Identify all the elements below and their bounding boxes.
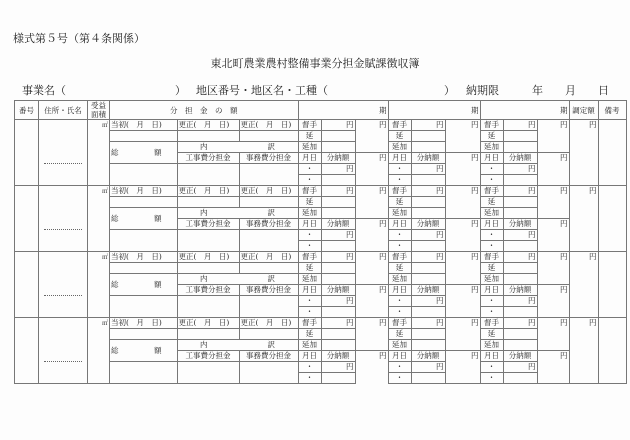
p1-installment-1[interactable]: 円 <box>321 296 355 307</box>
p3-installment-label: 分納額 <box>503 351 537 362</box>
header-assessed: 調定額 <box>569 101 598 120</box>
revised-value-2[interactable] <box>239 263 298 274</box>
p3-reminder-label: 督手 <box>480 318 503 329</box>
p3-date-1[interactable]: ・ <box>480 296 503 307</box>
area-cell[interactable]: ㎡ <box>88 120 110 186</box>
p1-installment-1[interactable]: 円 <box>321 362 355 373</box>
p3-delay-add-value[interactable] <box>503 340 537 351</box>
p2-installment-2[interactable] <box>411 241 445 252</box>
p1-delay-label: 延 <box>298 197 321 208</box>
p3-subtotal[interactable]: 円 <box>537 252 569 285</box>
p2-installment-1[interactable]: 円 <box>411 164 445 175</box>
p3-date-1[interactable]: ・ <box>480 164 503 175</box>
p2-installment-label: 分納額 <box>411 219 445 230</box>
p1-installment-label: 分納額 <box>321 285 355 296</box>
p2-installment-1[interactable]: 円 <box>411 362 445 373</box>
header-remarks: 備考 <box>598 101 626 120</box>
p1-monthday-label: 月日 <box>298 285 321 296</box>
p1-delay-value[interactable] <box>321 197 355 208</box>
p1-delay-value[interactable] <box>321 329 355 340</box>
name-divider <box>44 361 82 362</box>
p3-reminder-value[interactable]: 円 <box>503 120 537 131</box>
p2-delay-label: 延 <box>388 131 411 142</box>
p1-installment-label: 分納額 <box>321 153 355 164</box>
p3-reminder-value[interactable]: 円 <box>503 318 537 329</box>
p3-installment-2[interactable] <box>503 175 537 186</box>
p2-delay-add-label: 延加 <box>388 142 411 153</box>
address-name-cell[interactable] <box>39 186 88 252</box>
p2-reminder-label: 督手 <box>388 252 411 263</box>
initial-date: 当初( 月 日) <box>110 252 178 263</box>
p2-date-2[interactable]: ・ <box>388 307 411 318</box>
p1-delay-label: 延 <box>298 131 321 142</box>
construction-share-value[interactable] <box>177 164 239 186</box>
p2-delay-add-value[interactable] <box>411 274 445 285</box>
p3-monthday-label: 月日 <box>480 153 503 164</box>
p3-date-2[interactable]: ・ <box>480 175 503 186</box>
breakdown-label: 内 訳 <box>177 208 298 219</box>
office-share-value[interactable] <box>239 164 298 186</box>
p3-delay-add-value[interactable] <box>503 208 537 219</box>
p2-installment-label: 分納額 <box>411 153 445 164</box>
p2-subtotal[interactable]: 円 <box>445 318 480 351</box>
p2-installment-total[interactable]: 円 <box>445 219 480 252</box>
revised-date-1: 更正( 月 日) <box>177 318 239 329</box>
assessed-cell[interactable]: 円 <box>569 318 598 384</box>
p3-delay-label: 延 <box>480 197 503 208</box>
p2-installment-total[interactable]: 円 <box>445 285 480 318</box>
area-cell[interactable]: ㎡ <box>88 252 110 318</box>
p2-reminder-label: 督手 <box>388 186 411 197</box>
initial-date: 当初( 月 日) <box>110 318 178 329</box>
p2-delay-value[interactable] <box>411 329 445 340</box>
initial-value[interactable] <box>110 197 178 208</box>
p2-delay-label: 延 <box>388 263 411 274</box>
area-cell[interactable]: ㎡ <box>88 186 110 252</box>
p3-reminder-label: 督手 <box>480 186 503 197</box>
p1-reminder-value[interactable]: 円 <box>321 252 355 263</box>
remarks-cell[interactable] <box>598 318 626 384</box>
p3-delay-add-label: 延加 <box>480 208 503 219</box>
p3-installment-label: 分納額 <box>503 285 537 296</box>
address-name-cell[interactable] <box>39 120 88 186</box>
area-cell[interactable]: ㎡ <box>88 318 110 384</box>
header-share-amount: 分 担 金 の 額 <box>110 101 299 120</box>
header-period-1: 期 <box>298 101 388 120</box>
table-row <box>15 252 627 263</box>
p1-installment-total[interactable]: 円 <box>355 285 388 318</box>
name-divider <box>44 229 82 230</box>
p3-installment-2[interactable] <box>503 307 537 318</box>
p3-date-2[interactable]: ・ <box>480 307 503 318</box>
number-cell[interactable] <box>15 186 39 252</box>
p3-delay-add-value[interactable] <box>503 274 537 285</box>
office-share-value[interactable] <box>239 362 298 384</box>
p3-installment-1[interactable]: 円 <box>503 230 537 241</box>
breakdown-label: 内 訳 <box>177 340 298 351</box>
p2-reminder-value[interactable]: 円 <box>411 252 445 263</box>
p1-installment-label: 分納額 <box>321 351 355 362</box>
p2-installment-1[interactable]: 円 <box>411 230 445 241</box>
p2-installment-2[interactable] <box>411 373 445 384</box>
revised-date-2: 更正( 月 日) <box>239 252 298 263</box>
p3-date-2[interactable]: ・ <box>480 373 503 384</box>
p2-reminder-value[interactable]: 円 <box>411 186 445 197</box>
header-address-name: 住所・氏名 <box>39 101 88 120</box>
deadline-month: 月 <box>565 84 576 97</box>
construction-share-label: 工事費分担金 <box>177 153 239 164</box>
p1-subtotal[interactable]: 円 <box>355 252 388 285</box>
p1-reminder-label: 督手 <box>298 252 321 263</box>
office-share-value[interactable] <box>239 230 298 252</box>
p1-delay-add-label: 延加 <box>298 274 321 285</box>
construction-share-value[interactable] <box>177 230 239 252</box>
remarks-cell[interactable] <box>598 120 626 186</box>
document-title: 東北町農業農村整備事業分担金賦課徴収簿 <box>210 57 420 70</box>
initial-value[interactable] <box>110 329 178 340</box>
p1-delay-label: 延 <box>298 263 321 274</box>
p2-reminder-value[interactable]: 円 <box>411 120 445 131</box>
p3-delay-label: 延 <box>480 329 503 340</box>
p3-date-2[interactable]: ・ <box>480 241 503 252</box>
p1-date-1[interactable]: ・ <box>298 296 321 307</box>
p1-reminder-value[interactable]: 円 <box>321 186 355 197</box>
p1-delay-add-label: 延加 <box>298 340 321 351</box>
p1-reminder-label: 督手 <box>298 120 321 131</box>
total-label: 総 額 <box>110 274 178 296</box>
p2-installment-total[interactable]: 円 <box>445 153 480 186</box>
p3-reminder-label: 督手 <box>480 252 503 263</box>
p3-monthday-label: 月日 <box>480 351 503 362</box>
p1-installment-2[interactable] <box>321 373 355 384</box>
p2-date-2[interactable]: ・ <box>388 373 411 384</box>
p3-date-1[interactable]: ・ <box>480 230 503 241</box>
p1-monthday-label: 月日 <box>298 153 321 164</box>
revised-value-2[interactable] <box>239 197 298 208</box>
p2-installment-label: 分納額 <box>411 285 445 296</box>
assessed-cell[interactable]: 円 <box>569 252 598 318</box>
p2-date-2[interactable]: ・ <box>388 175 411 186</box>
assessed-cell[interactable]: 円 <box>569 120 598 186</box>
p1-installment-total[interactable]: 円 <box>355 351 388 384</box>
p3-reminder-value[interactable]: 円 <box>503 186 537 197</box>
revised-date-1: 更正( 月 日) <box>177 120 239 131</box>
p1-installment-1[interactable]: 円 <box>321 164 355 175</box>
header-period-2: 期 <box>388 101 480 120</box>
p1-installment-label: 分納額 <box>321 219 355 230</box>
number-cell[interactable] <box>15 318 39 384</box>
p3-installment-total[interactable]: 円 <box>537 351 569 384</box>
total-label: 総 額 <box>110 208 178 230</box>
p3-installment-total[interactable]: 円 <box>537 153 569 186</box>
p2-reminder-label: 督手 <box>388 318 411 329</box>
p3-installment-2[interactable] <box>503 373 537 384</box>
p2-installment-2[interactable] <box>411 307 445 318</box>
p1-installment-2[interactable] <box>321 307 355 318</box>
p2-delay-add-value[interactable] <box>411 142 445 153</box>
table-row <box>15 120 627 131</box>
header-row <box>15 101 627 120</box>
p3-delay-add-label: 延加 <box>480 274 503 285</box>
revised-date-2: 更正( 月 日) <box>239 186 298 197</box>
construction-share-value[interactable] <box>177 296 239 318</box>
district-label: 地区番号・地区名・工種（ <box>196 84 328 97</box>
initial-date: 当初( 月 日) <box>110 120 178 131</box>
p1-monthday-label: 月日 <box>298 219 321 230</box>
p3-reminder-label: 督手 <box>480 120 503 131</box>
p2-date-2[interactable]: ・ <box>388 241 411 252</box>
p3-delay-label: 延 <box>480 131 503 142</box>
office-share-value[interactable] <box>239 296 298 318</box>
total-label: 総 額 <box>110 142 178 164</box>
deadline-label: 納期限 <box>466 84 499 97</box>
p2-subtotal[interactable]: 円 <box>445 252 480 285</box>
construction-share-label: 工事費分担金 <box>177 219 239 230</box>
p1-subtotal[interactable]: 円 <box>355 120 388 153</box>
p2-reminder-value[interactable]: 円 <box>411 318 445 329</box>
p3-installment-total[interactable]: 円 <box>537 219 569 252</box>
p3-monthday-label: 月日 <box>480 285 503 296</box>
p3-delay-value[interactable] <box>503 329 537 340</box>
p2-monthday-label: 月日 <box>388 351 411 362</box>
revised-value-1[interactable] <box>177 329 239 340</box>
p1-delay-add-value[interactable] <box>321 142 355 153</box>
initial-value[interactable] <box>110 263 178 274</box>
breakdown-label: 内 訳 <box>177 142 298 153</box>
p1-reminder-label: 督手 <box>298 186 321 197</box>
breakdown-label: 内 訳 <box>177 274 298 285</box>
p1-date-2[interactable]: ・ <box>298 307 321 318</box>
office-share-label: 事務費分担金 <box>239 285 298 296</box>
levy-ledger-table <box>14 100 627 384</box>
p3-delay-add-label: 延加 <box>480 340 503 351</box>
revised-date-2: 更正( 月 日) <box>239 318 298 329</box>
p3-installment-1[interactable]: 円 <box>503 164 537 175</box>
revised-value-2[interactable] <box>239 329 298 340</box>
p2-date-1[interactable]: ・ <box>388 230 411 241</box>
p2-date-1[interactable]: ・ <box>388 164 411 175</box>
p2-monthday-label: 月日 <box>388 285 411 296</box>
p3-subtotal[interactable]: 円 <box>537 120 569 153</box>
revised-value-1[interactable] <box>177 197 239 208</box>
p3-installment-label: 分納額 <box>503 219 537 230</box>
p3-installment-1[interactable]: 円 <box>503 296 537 307</box>
total-value[interactable] <box>110 164 178 186</box>
p1-delay-label: 延 <box>298 329 321 340</box>
name-divider <box>44 163 82 164</box>
revised-value-1[interactable] <box>177 263 239 274</box>
p3-subtotal[interactable]: 円 <box>537 186 569 219</box>
revised-date-2: 更正( 月 日) <box>239 120 298 131</box>
assessed-cell[interactable]: 円 <box>569 186 598 252</box>
p1-date-1[interactable]: ・ <box>298 362 321 373</box>
office-share-label: 事務費分担金 <box>239 351 298 362</box>
address-name-cell[interactable] <box>39 318 88 384</box>
deadline-year: 年 <box>532 84 543 97</box>
deadline-day: 日 <box>598 84 609 97</box>
p1-delay-add-label: 延加 <box>298 142 321 153</box>
p3-delay-label: 延 <box>480 263 503 274</box>
p2-delay-value[interactable] <box>411 131 445 142</box>
p3-delay-value[interactable] <box>503 131 537 142</box>
p3-delay-add-label: 延加 <box>480 142 503 153</box>
p3-monthday-label: 月日 <box>480 219 503 230</box>
p2-subtotal[interactable]: 円 <box>445 120 480 153</box>
p1-date-2[interactable]: ・ <box>298 175 321 186</box>
p2-delay-add-label: 延加 <box>388 208 411 219</box>
revised-value-2[interactable] <box>239 131 298 142</box>
project-label: 事業名（ <box>22 84 66 97</box>
p2-delay-add-value[interactable] <box>411 208 445 219</box>
total-value[interactable] <box>110 230 178 252</box>
p1-delay-add-value[interactable] <box>321 340 355 351</box>
p1-installment-2[interactable] <box>321 175 355 186</box>
p1-date-2[interactable]: ・ <box>298 373 321 384</box>
address-name-cell[interactable] <box>39 252 88 318</box>
number-cell[interactable] <box>15 252 39 318</box>
p2-date-1[interactable]: ・ <box>388 296 411 307</box>
header-number: 番号 <box>15 101 39 120</box>
p2-delay-label: 延 <box>388 329 411 340</box>
p1-delay-value[interactable] <box>321 263 355 274</box>
p1-installment-2[interactable] <box>321 241 355 252</box>
p2-subtotal[interactable]: 円 <box>445 186 480 219</box>
total-value[interactable] <box>110 296 178 318</box>
table-row <box>15 318 627 329</box>
number-cell[interactable] <box>15 120 39 186</box>
project-close: ） <box>175 84 186 97</box>
p1-delay-add-value[interactable] <box>321 208 355 219</box>
remarks-cell[interactable] <box>598 186 626 252</box>
district-close: ） <box>444 84 455 97</box>
office-share-label: 事務費分担金 <box>239 219 298 230</box>
p3-subtotal[interactable]: 円 <box>537 318 569 351</box>
p1-installment-total[interactable]: 円 <box>355 219 388 252</box>
p1-delay-value[interactable] <box>321 131 355 142</box>
p2-reminder-label: 督手 <box>388 120 411 131</box>
total-label: 総 額 <box>110 340 178 362</box>
p2-installment-1[interactable]: 円 <box>411 296 445 307</box>
p2-installment-2[interactable] <box>411 175 445 186</box>
p1-monthday-label: 月日 <box>298 351 321 362</box>
remarks-cell[interactable] <box>598 252 626 318</box>
p1-date-1[interactable]: ・ <box>298 164 321 175</box>
p1-subtotal[interactable]: 円 <box>355 318 388 351</box>
p2-delay-add-label: 延加 <box>388 274 411 285</box>
p2-delay-value[interactable] <box>411 197 445 208</box>
p1-reminder-value[interactable]: 円 <box>321 120 355 131</box>
p2-monthday-label: 月日 <box>388 219 411 230</box>
form-number: 様式第５号（第４条関係） <box>13 32 145 45</box>
p1-date-2[interactable]: ・ <box>298 241 321 252</box>
p3-delay-value[interactable] <box>503 197 537 208</box>
p2-delay-value[interactable] <box>411 263 445 274</box>
initial-value[interactable] <box>110 131 178 142</box>
p2-installment-total[interactable]: 円 <box>445 351 480 384</box>
p3-installment-2[interactable] <box>503 241 537 252</box>
p2-date-1[interactable]: ・ <box>388 362 411 373</box>
table-row <box>15 186 627 197</box>
office-share-label: 事務費分担金 <box>239 153 298 164</box>
construction-share-label: 工事費分担金 <box>177 351 239 362</box>
p2-delay-add-value[interactable] <box>411 340 445 351</box>
name-divider <box>44 295 82 296</box>
header-period-3: 期 <box>480 101 569 120</box>
header-area: 受益 面積 <box>88 101 110 120</box>
revised-date-1: 更正( 月 日) <box>177 252 239 263</box>
p1-delay-add-label: 延加 <box>298 208 321 219</box>
p2-installment-label: 分納額 <box>411 351 445 362</box>
p1-subtotal[interactable]: 円 <box>355 186 388 219</box>
p3-reminder-value[interactable]: 円 <box>503 252 537 263</box>
construction-share-value[interactable] <box>177 362 239 384</box>
p1-reminder-label: 督手 <box>298 318 321 329</box>
p3-installment-label: 分納額 <box>503 153 537 164</box>
p1-installment-1[interactable]: 円 <box>321 230 355 241</box>
p1-installment-total[interactable]: 円 <box>355 153 388 186</box>
p3-installment-1[interactable]: 円 <box>503 362 537 373</box>
revised-date-1: 更正( 月 日) <box>177 186 239 197</box>
p2-delay-add-label: 延加 <box>388 340 411 351</box>
p3-delay-value[interactable] <box>503 263 537 274</box>
initial-date: 当初( 月 日) <box>110 186 178 197</box>
p3-installment-total[interactable]: 円 <box>537 285 569 318</box>
revised-value-1[interactable] <box>177 131 239 142</box>
total-value[interactable] <box>110 362 178 384</box>
construction-share-label: 工事費分担金 <box>177 285 239 296</box>
p2-delay-label: 延 <box>388 197 411 208</box>
p1-delay-add-value[interactable] <box>321 274 355 285</box>
p1-date-1[interactable]: ・ <box>298 230 321 241</box>
p3-delay-add-value[interactable] <box>503 142 537 153</box>
p1-reminder-value[interactable]: 円 <box>321 318 355 329</box>
p3-date-1[interactable]: ・ <box>480 362 503 373</box>
p2-monthday-label: 月日 <box>388 153 411 164</box>
